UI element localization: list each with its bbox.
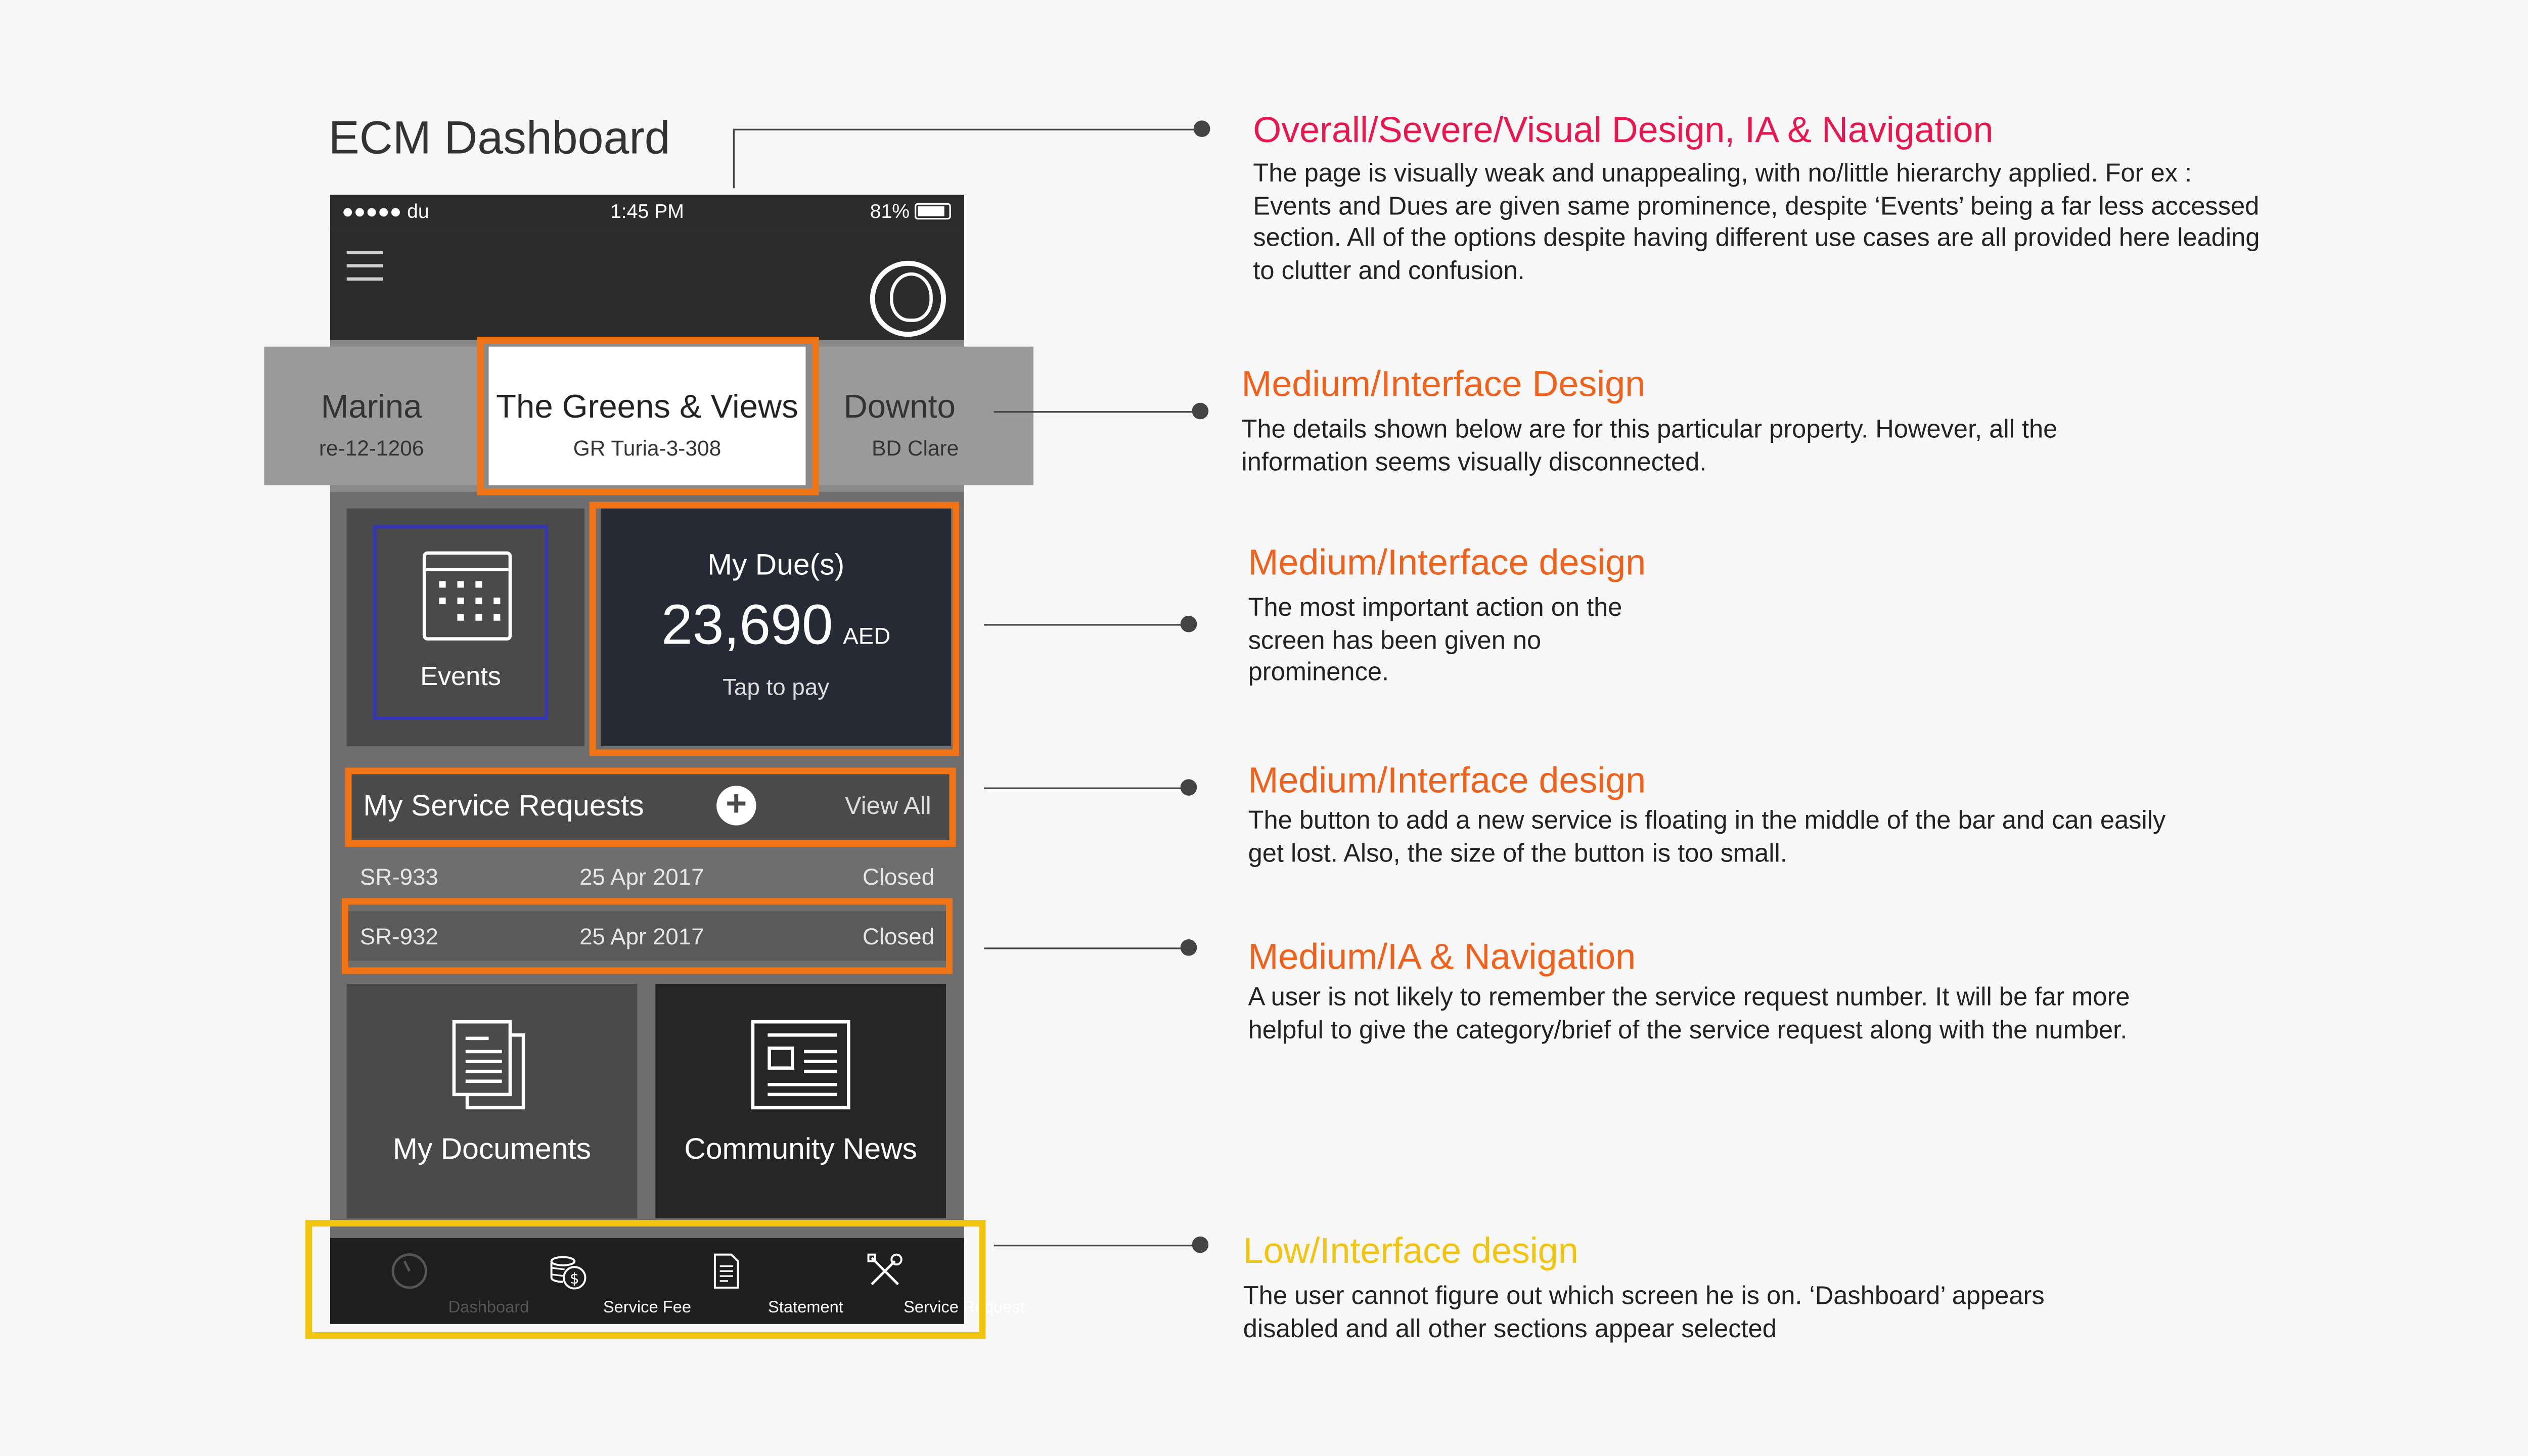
- leader-line: [994, 1245, 1199, 1246]
- events-highlight: [373, 525, 548, 719]
- battery-percent: 81%: [870, 200, 910, 223]
- leader-line: [733, 129, 735, 189]
- leader-dot: [1181, 779, 1197, 796]
- leader-line: [733, 129, 1202, 130]
- calendar-icon: [423, 552, 512, 641]
- annotation-heading: Medium/Interface design: [1248, 541, 1646, 583]
- news-label: Community News: [684, 1132, 917, 1166]
- property-name: Marina: [321, 389, 422, 426]
- highlight-property-card: [477, 337, 819, 495]
- dues-value: 23,690: [661, 594, 833, 657]
- annotation-body: The most important action on the screen has been given no prominence.: [1248, 594, 1622, 687]
- annotation-body: The button to add a new service is floating in the middle of the bar and can easily get lost. Also, the size of the button is too small.: [1248, 807, 2166, 868]
- table-row[interactable]: [347, 852, 951, 901]
- sr-date: 25 Apr 2017: [579, 923, 704, 949]
- clock: 1:45 PM: [610, 200, 684, 223]
- annotation-body: The details shown below are for this particular property. However, all the information seems visually disconnected.: [1241, 416, 2058, 477]
- leader-dot: [1181, 939, 1197, 956]
- sr-date: 25 Apr 2017: [579, 863, 704, 890]
- battery-indicator: [870, 200, 951, 223]
- property-name: Downto: [843, 389, 956, 426]
- annotation-body: The user cannot figure out which screen he is on. ‘Dashboard’ appears disabled and all other sections appear selected: [1243, 1283, 2045, 1343]
- sr-id: SR-933: [359, 863, 438, 890]
- property-card-marina[interactable]: [264, 347, 478, 485]
- leader-dot: [1192, 403, 1209, 420]
- dues-label: My Due(s): [707, 548, 845, 581]
- events-label: Events: [420, 663, 501, 692]
- leader-line: [984, 788, 1189, 789]
- sr-status: Closed: [862, 923, 935, 949]
- leader-dot: [1181, 616, 1197, 632]
- my-documents-tile[interactable]: [347, 984, 638, 1218]
- property-code: re-12-1206: [319, 436, 424, 461]
- events-tile[interactable]: [347, 509, 584, 746]
- service-requests-title: My Service Requests: [363, 789, 644, 823]
- documents-icon: [453, 1020, 525, 1109]
- annotation-heading: Medium/Interface Design: [1241, 363, 1646, 404]
- newspaper-icon: [751, 1020, 850, 1109]
- leader-dot: [1192, 1237, 1209, 1253]
- app-header: [330, 228, 964, 340]
- annotation-heading: Overall/Severe/Visual Design, IA & Navigation: [1253, 109, 1994, 151]
- battery-icon: [915, 203, 951, 220]
- tab-label: Statement: [768, 1299, 843, 1317]
- property-card-downtown[interactable]: [819, 347, 1033, 485]
- plus-circle-icon[interactable]: +: [716, 786, 756, 825]
- community-news-tile[interactable]: [655, 984, 946, 1218]
- highlight-dues: [590, 502, 959, 756]
- annotation-heading: Low/Interface design: [1243, 1230, 1578, 1271]
- annotation-heading: Medium/IA & Navigation: [1248, 936, 1636, 978]
- carrier-label: ●●●●● du: [341, 200, 429, 223]
- annotation-body: A user is not likely to remember the service request number. It will be far more helpful to give the category/brief of the service request along with the number.: [1248, 984, 2130, 1044]
- tab-label: Service Request: [904, 1299, 1025, 1317]
- leader-line: [984, 947, 1189, 949]
- annotation-body: The page is visually weak and unappealing, with no/little hierarchy applied. For ex : Events and Dues are given same prominence, despite ‘Events’ being a far less accessed section. All of the options despite having different use cases are all provided here leading to clutter and confusion.: [1253, 160, 2260, 285]
- leader-line: [984, 624, 1189, 625]
- property-code: BD Clare: [872, 436, 959, 461]
- sr-status: Closed: [862, 863, 935, 890]
- tab-label: Service Fee: [603, 1299, 692, 1317]
- highlight-service-bar: [345, 767, 956, 847]
- user-avatar-icon[interactable]: [870, 261, 946, 337]
- sr-id: SR-932: [359, 923, 438, 949]
- annotation-heading: Medium/Interface design: [1248, 759, 1646, 801]
- hamburger-menu-icon[interactable]: [347, 251, 383, 281]
- dues-currency: AED: [843, 622, 891, 649]
- property-name: The Greens & Views: [496, 389, 798, 426]
- svg-text:$: $: [569, 1269, 579, 1287]
- page-title: ECM Dashboard: [328, 112, 670, 164]
- leader-line: [994, 411, 1199, 413]
- view-all-link[interactable]: View All: [844, 792, 931, 821]
- status-bar: [330, 195, 964, 228]
- highlight-tab-bar: [305, 1220, 985, 1339]
- tab-label: Dashboard: [448, 1299, 529, 1317]
- highlight-service-row: [342, 898, 953, 974]
- property-code: GR Turia-3-308: [573, 436, 721, 461]
- leader-dot: [1194, 120, 1210, 137]
- tap-to-pay: Tap to pay: [723, 673, 830, 700]
- documents-label: My Documents: [393, 1132, 592, 1166]
